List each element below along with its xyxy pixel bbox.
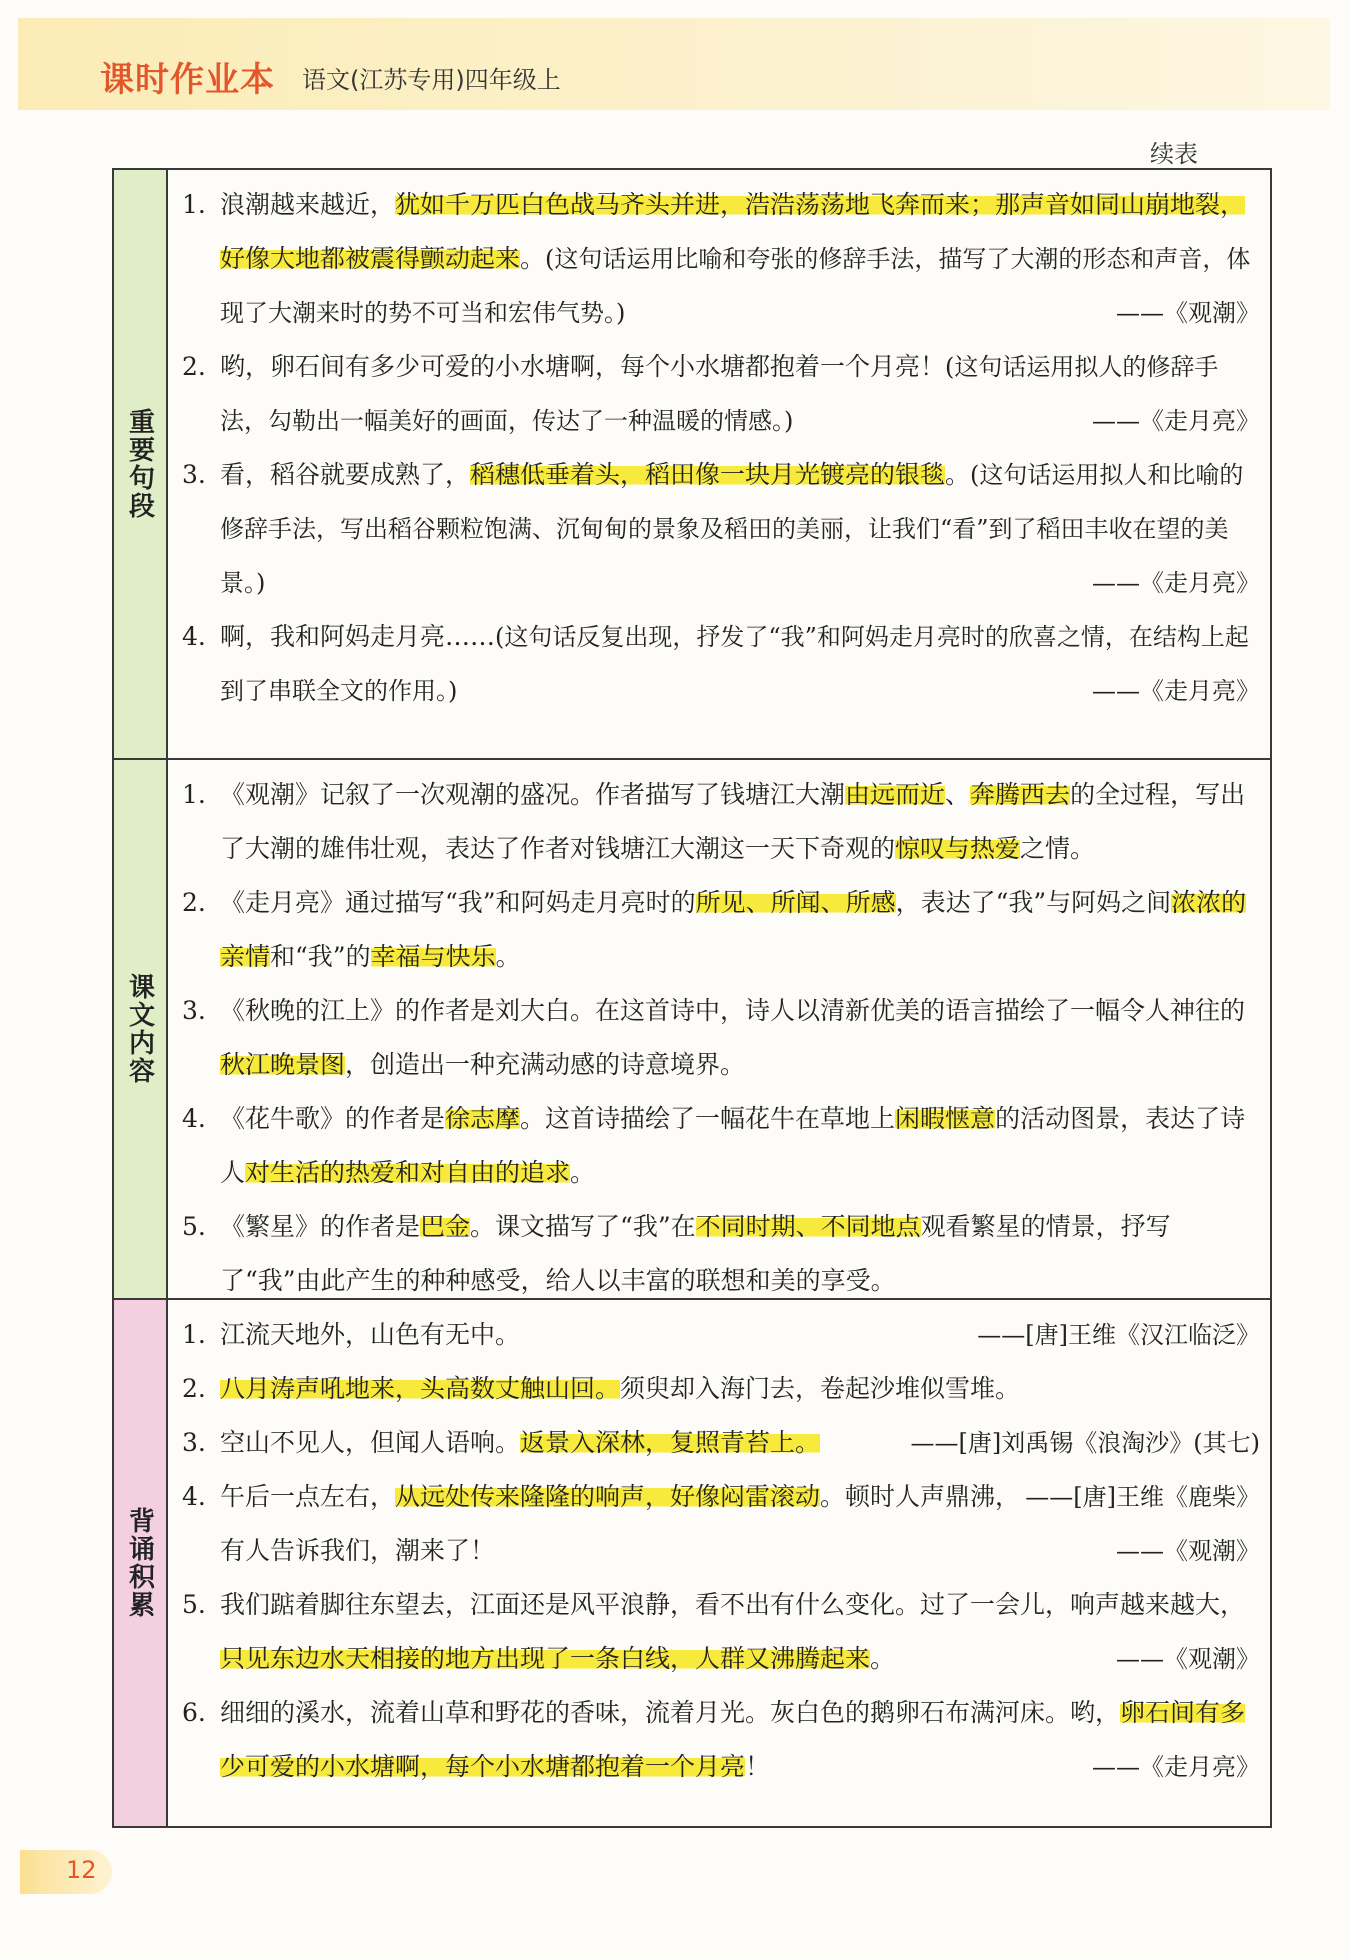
list-item — [182, 1470, 1260, 1578]
highlighted-text: 所见、所闻、所感 — [695, 888, 896, 917]
body-text: 。这首诗描绘了一幅花牛在草地上 — [520, 1104, 896, 1133]
highlighted-text: 稻穗低垂着头，稻田像一块月光镀亮的银毯 — [470, 460, 946, 489]
list-item — [182, 768, 1260, 876]
highlighted-text: 犹如千万匹白色战马齐头并进，浩浩荡荡地飞奔而来；那声音如同山崩地裂，好像大地都被震得颤动起来 — [220, 190, 1246, 273]
body-text: ，创造出一种充满动感的诗意境界。 — [345, 1050, 746, 1079]
section-key-sentences — [114, 170, 1270, 758]
annotation-text: (这句话运用拟人和比喻的修辞手法，写出稻谷颗粒饱满、沉甸甸的景象及稻田的美丽，让我们“看”到了稻田丰收在望的美景。) — [220, 461, 1244, 597]
body-text: 《观潮》记叙了一次观潮的盛况。作者描写了钱塘江大潮 — [220, 780, 846, 809]
list-item — [182, 1308, 1260, 1362]
body-text: 《走月亮》通过描写“我”和阿妈走月亮时的 — [220, 888, 696, 917]
source-citation: ——《走月亮》 — [1092, 1753, 1260, 1781]
body-text: 的全过程，写出了大潮的雄伟壮观，表达了作者对钱塘江大潮这一天下奇观的 — [220, 780, 1246, 863]
highlighted-text: 幸福与快乐 — [370, 942, 496, 971]
body-text: 细细的溪水，流着山草和野花的香味，流着月光。灰白色的鹅卵石布满河床。哟， — [220, 1698, 1121, 1727]
continued-label: 续表 — [1150, 140, 1198, 168]
item-number: 1. — [182, 190, 206, 219]
body-text: 。 — [870, 1644, 896, 1673]
body-text: 。 — [520, 244, 546, 273]
highlighted-text: 闲暇惬意 — [895, 1104, 996, 1133]
body-text: 啊，我和阿妈走月亮…… — [220, 622, 496, 651]
list-item — [182, 1578, 1260, 1686]
list-item — [182, 448, 1260, 610]
page-number: 12 — [66, 1856, 97, 1884]
highlighted-text: 返景入深林，复照青苔上。 — [520, 1428, 821, 1457]
body-text: 看，稻谷就要成熟了， — [220, 460, 471, 489]
section-label-text: 重要句段 — [124, 408, 155, 520]
highlighted-text: 秋江晚景图 — [220, 1050, 346, 1079]
item-number: 5. — [182, 1590, 206, 1619]
source-citation: ——《观潮》 — [1116, 1645, 1260, 1673]
item-number: 6. — [182, 1698, 206, 1727]
item-number: 3. — [182, 996, 206, 1025]
body-text: 空山不见人，但闻人语响。 — [220, 1428, 521, 1457]
body-text: 。课文描写了“我”在 — [470, 1212, 696, 1241]
body-text: 之情。 — [1020, 834, 1096, 863]
source-citation: ——《观潮》 — [1116, 1537, 1260, 1565]
highlighted-text: 巴金 — [420, 1212, 471, 1241]
item-number: 1. — [182, 780, 206, 809]
source-citation: ——《观潮》 — [1116, 299, 1260, 327]
body-text: 。 — [570, 1158, 596, 1187]
section-content — [166, 178, 1270, 718]
section-label-text: 课文内容 — [124, 973, 155, 1085]
item-number: 4. — [182, 1104, 206, 1133]
body-text: 哟，卵石间有多少可爱的小水塘啊，每个小水塘都抱着一个月亮！ — [220, 352, 946, 381]
item-number: 4. — [182, 1482, 206, 1511]
body-text: 我们踮着脚往东望去，江面还是风平浪静，看不出有什么变化。过了一会儿，响声越来越大， — [220, 1590, 1246, 1619]
annotation-text: (这句话运用比喻和夸张的修辞手法，描写了大潮的形态和声音，体现了大潮来时的势不可当和宏伟气势。) — [220, 245, 1251, 327]
annotation-text: (这句话反复出现，抒发了“我”和阿妈走月亮时的欣喜之情，在结构上起到了串联全文的作用。) — [220, 623, 1249, 705]
highlighted-text: 由远而近 — [845, 780, 946, 809]
section-label — [114, 1300, 168, 1826]
body-text: ！ — [745, 1752, 771, 1781]
body-text: 浪潮越来越近， — [220, 190, 396, 219]
item-number: 2. — [182, 352, 206, 381]
body-text: 江流天地外，山色有无中。 — [220, 1320, 521, 1349]
source-citation: ——[唐]刘禹锡《浪淘沙》(其七) — [910, 1429, 1260, 1457]
list-item — [182, 876, 1260, 984]
source-citation: ——[唐]王维《鹿柴》 — [1025, 1483, 1260, 1511]
highlighted-text: 八月涛声吼地来，头高数丈触山回。 — [220, 1374, 621, 1403]
source-citation: ——《走月亮》 — [1092, 677, 1260, 705]
source-citation: ——《走月亮》 — [1092, 407, 1260, 435]
page-number-tab — [20, 1850, 112, 1894]
item-number: 2. — [182, 1374, 206, 1403]
list-item — [182, 1686, 1260, 1794]
body-text: 《秋晚的江上》的作者是刘大白。在这首诗中，诗人以清新优美的语言描绘了一幅令人神往的 — [220, 996, 1246, 1025]
section-content — [166, 768, 1270, 1308]
highlighted-text: 不同时期、不同地点 — [695, 1212, 921, 1241]
body-text: 的活动图景，表达了诗人 — [220, 1104, 1246, 1187]
highlighted-text: 徐志摩 — [445, 1104, 521, 1133]
section-text-content — [114, 758, 1270, 1298]
body-text: 。 — [945, 460, 971, 489]
section-label — [114, 760, 168, 1298]
list-item — [182, 1092, 1260, 1200]
highlighted-text: 浓浓的亲情 — [220, 888, 1247, 971]
section-label-text: 背诵积累 — [124, 1507, 155, 1619]
body-text: 须臾却入海门去，卷起沙堆似雪堆。 — [620, 1374, 1021, 1403]
item-number: 4. — [182, 622, 206, 651]
body-text: 、 — [945, 780, 971, 809]
item-number: 2. — [182, 888, 206, 917]
body-text: 和“我”的 — [270, 942, 371, 971]
subject-title: 语文(江苏专用)四年级上 — [302, 66, 561, 94]
highlighted-text: 对生活的热爱和对自由的追求 — [245, 1158, 571, 1187]
annotation-text: (这句话运用拟人的修辞手法，勾勒出一幅美好的画面，传达了一种温暖的情感。) — [220, 353, 1219, 435]
body-text: 。 — [495, 942, 521, 971]
highlighted-text: 惊叹与热爱 — [895, 834, 1021, 863]
body-text: 《花牛歌》的作者是 — [220, 1104, 446, 1133]
body-text: ，表达了“我”与阿妈之间 — [895, 888, 1172, 917]
body-text: 观看繁星的情景，抒写了“我”由此产生的种种感受，给人以丰富的联想和美的享受。 — [220, 1212, 1171, 1295]
item-number: 5. — [182, 1212, 206, 1241]
section-recitation — [114, 1298, 1270, 1826]
item-number: 3. — [182, 460, 206, 489]
highlighted-text: 卵石间有多少可爱的小水塘啊，每个小水塘都抱着一个月亮 — [220, 1698, 1246, 1781]
source-citation: ——《走月亮》 — [1092, 569, 1260, 597]
source-citation: ——[唐]王维《汉江临泛》 — [977, 1321, 1260, 1349]
body-text: 。顿时人声鼎沸，有人告诉我们，潮来了！ — [220, 1482, 1021, 1565]
list-item — [182, 610, 1260, 718]
list-item — [182, 1200, 1260, 1308]
list-item — [182, 984, 1260, 1092]
highlighted-text: 只见东边水天相接的地方出现了一条白线，人群又沸腾起来 — [220, 1644, 871, 1673]
section-content — [166, 1308, 1270, 1794]
item-number: 3. — [182, 1428, 206, 1457]
section-label — [114, 170, 168, 758]
list-item — [182, 178, 1260, 340]
brand-title: 课时作业本 — [100, 60, 275, 100]
list-item — [182, 340, 1260, 448]
body-text: 《繁星》的作者是 — [220, 1212, 421, 1241]
summary-table — [112, 168, 1272, 1828]
item-number: 1. — [182, 1320, 206, 1349]
highlighted-text: 奔腾西去 — [970, 780, 1071, 809]
body-text: 午后一点左右， — [220, 1482, 396, 1511]
highlighted-text: 从远处传来隆隆的响声，好像闷雷滚动 — [395, 1482, 821, 1511]
